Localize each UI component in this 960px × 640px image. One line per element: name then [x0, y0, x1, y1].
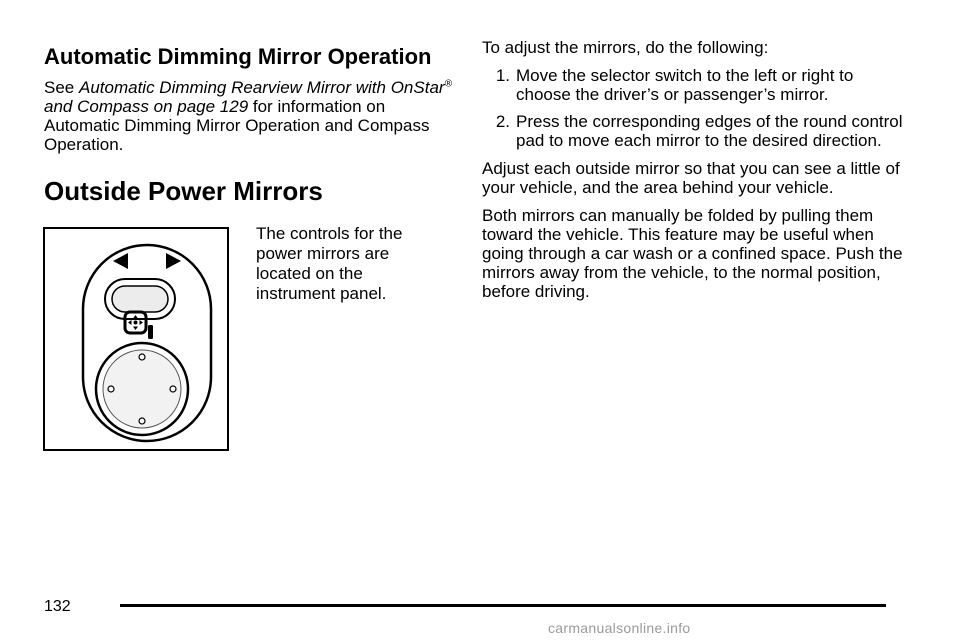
cross-reference-paragraph — [44, 78, 454, 154]
pad-dot-right — [170, 386, 176, 392]
list-item — [482, 112, 912, 150]
page-number: 132 — [44, 598, 71, 615]
right-column — [482, 38, 912, 310]
mirror-symbol-icon — [125, 312, 153, 339]
mirror-control-illustration — [43, 227, 229, 451]
list-item — [482, 66, 912, 104]
footer-rule — [120, 604, 886, 607]
step-number: 1. — [495, 66, 510, 85]
pad-dot-left — [108, 386, 114, 392]
figure-caption — [256, 224, 446, 304]
step-number: 2. — [495, 112, 510, 131]
control-pad-inner — [103, 350, 181, 428]
adjust-paragraph: Adjust each outside mirror so that you can see a little of your vehicle, and the area behind your vehicle. — [482, 159, 900, 197]
mirror-control-drawing — [45, 229, 227, 449]
pad-dot-bottom — [139, 418, 145, 424]
steps-list — [482, 66, 912, 150]
registered-mark: ® — [444, 78, 452, 90]
step-text: Move the selector switch to the left or right to choose the driver’s or passenger’s mirror. — [516, 66, 854, 104]
folding-paragraph: Both mirrors can manually be folded by pulling them toward the vehicle. This feature may be useful when going through a car wash or a confined space. Push the mirrors away from the vehicle, to the normal position, before driving. — [482, 206, 903, 301]
selector-switch-inner — [112, 286, 168, 312]
pad-dot-top — [139, 354, 145, 360]
steps-intro: To adjust the mirrors, do the following: — [482, 38, 769, 57]
right-arrow-icon — [166, 253, 181, 269]
figure-caption-text: The controls for the power mirrors are located on the instrument panel. — [256, 224, 403, 303]
page-reference-text-2: and Compass on page 129 — [44, 97, 249, 116]
page-reference-text-1: Automatic Dimming Rearview Mirror with OnStar — [78, 78, 445, 97]
outside-mirrors-heading-wrap — [44, 176, 323, 206]
left-arrow-icon — [113, 253, 128, 269]
page-title-outside-power-mirrors: Outside Power Mirrors — [44, 176, 323, 206]
reference-rest-text: for information on Automatic Dimming Mirror Operation and Compass Operation. — [44, 97, 430, 154]
see-text: See — [44, 78, 79, 97]
step-text: Press the corresponding edges of the round control pad to move each mirror to the desired direction. — [516, 112, 903, 150]
watermark: carmanualsonline.info — [548, 620, 691, 636]
section-heading-dimming-mirror: Automatic Dimming Mirror Operation — [44, 44, 432, 69]
left-column — [44, 44, 454, 154]
